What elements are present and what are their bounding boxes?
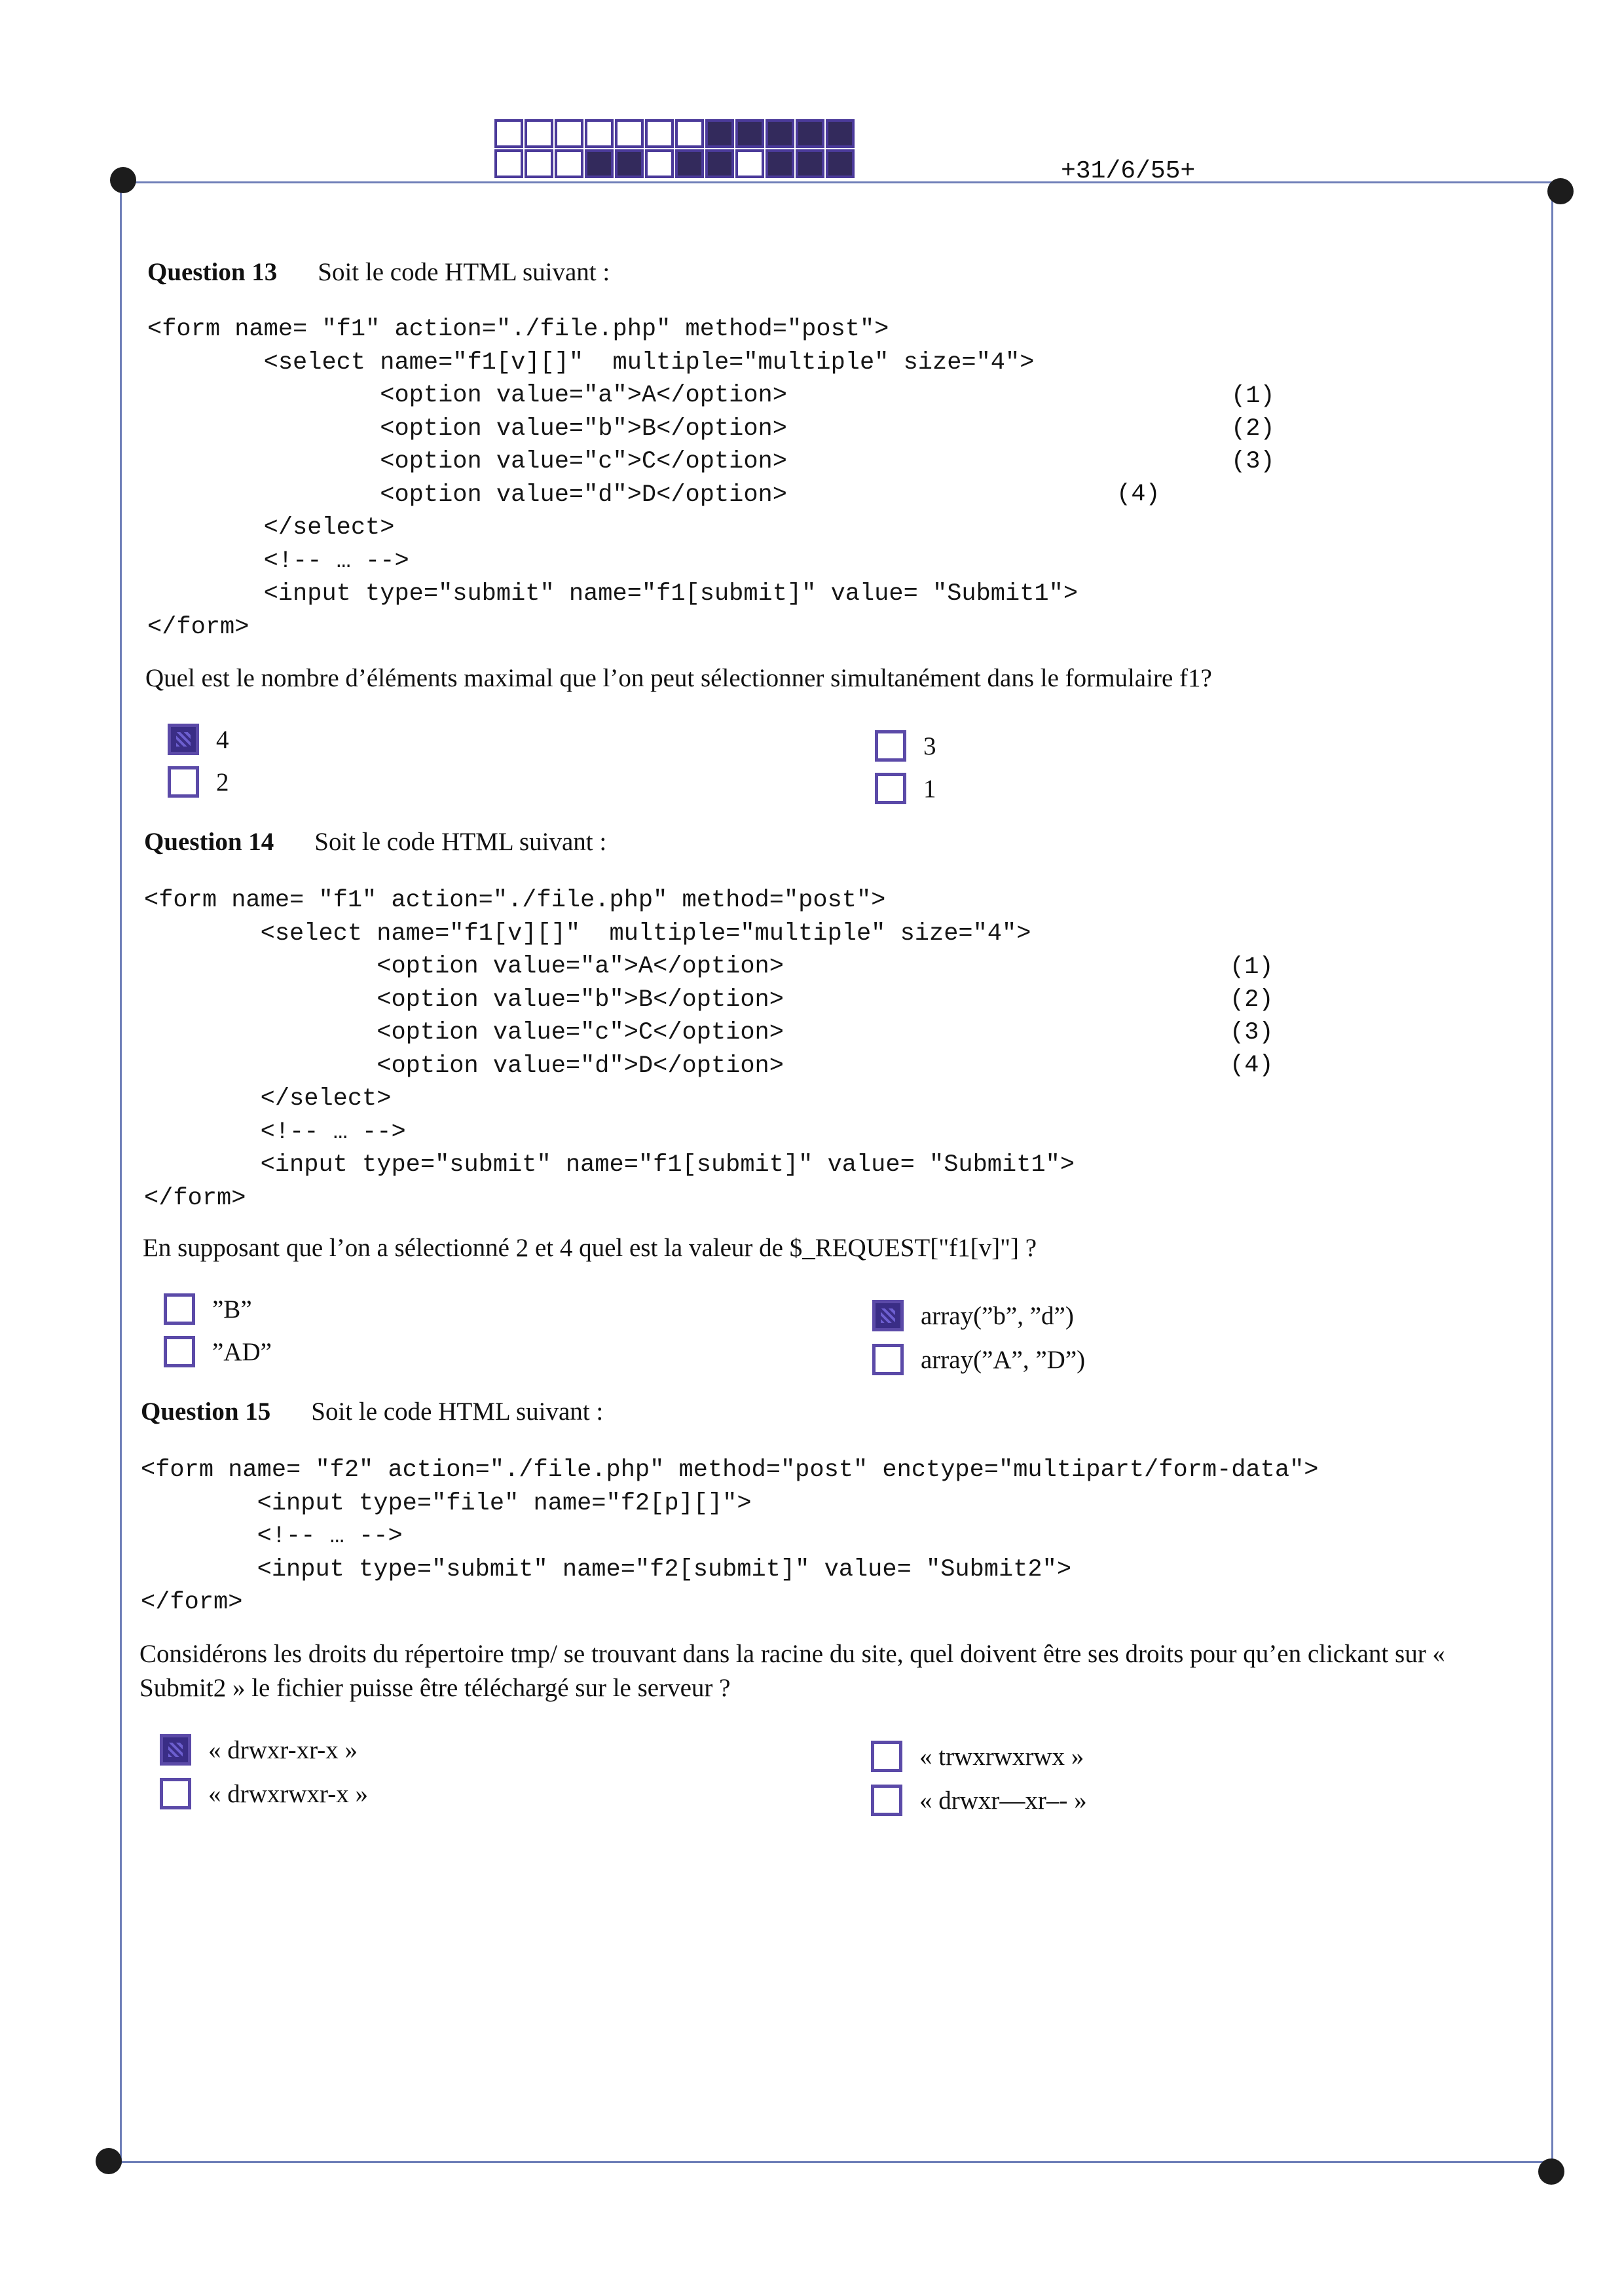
answer-option[interactable] <box>871 1785 1087 1816</box>
question-intro: Soit le code HTML suivant : <box>318 258 610 286</box>
answer-label: 3 <box>923 731 936 760</box>
code-line: </form> <box>147 613 249 641</box>
question-number: Question 13 <box>147 258 278 286</box>
corner-marker-top-left <box>110 167 136 193</box>
question-number: Question 14 <box>144 828 274 856</box>
code-line: <option value="b">B</option> <box>144 986 784 1014</box>
answer-option[interactable] <box>875 773 936 804</box>
question-header <box>147 257 610 287</box>
corner-marker-bottom-right <box>1538 2158 1564 2185</box>
question-header <box>144 827 606 857</box>
page-code-row <box>494 119 856 147</box>
frame-top-border <box>124 181 1559 183</box>
page-code-bit <box>705 119 734 148</box>
page-code-bit <box>494 149 523 178</box>
question-prompt: Quel est le nombre d’éléments maximal que l’on peut sélectionner simultanément dans le formulaire f1? <box>145 664 1212 692</box>
page-code-row <box>494 149 856 177</box>
answer-checkbox[interactable] <box>875 730 906 762</box>
corner-marker-bottom-left <box>96 2148 122 2174</box>
code-line: <form name= "f1" action="./file.php" method="post"> <box>147 316 889 343</box>
page-code-bit <box>796 119 824 148</box>
code-line: <select name="f1[v][]" multiple="multiple" size="4"> <box>147 348 1035 377</box>
page-code-bit <box>705 149 734 178</box>
question-number: Question 15 <box>141 1398 271 1426</box>
answer-option[interactable] <box>168 724 229 755</box>
answer-label: array(”A”, ”D”) <box>921 1345 1086 1374</box>
code-block <box>147 313 1078 644</box>
page-code-bit <box>525 149 553 178</box>
code-line: </select> <box>147 514 395 542</box>
answer-option[interactable] <box>875 730 936 762</box>
page-identifier: +31/6/55+ <box>1061 157 1196 185</box>
answer-option[interactable] <box>160 1734 358 1766</box>
page-code-bit <box>675 149 704 178</box>
option-marker: (1) <box>1231 382 1275 410</box>
page-code-bit <box>525 119 553 148</box>
question-prompt: Considérons les droits du répertoire tmp/ se trouvant dans la racine du site, quel doivent être ses droits pour qu’en clickant sur « Submit2 » le fichier puisse être téléchargé sur le serveur ? <box>139 1640 1445 1702</box>
option-marker: (3) <box>1230 1019 1274 1046</box>
answer-checkbox[interactable] <box>872 1344 904 1375</box>
code-line: </form> <box>141 1589 243 1616</box>
answer-label: « trwxrwxrwx » <box>919 1742 1084 1771</box>
option-marker: (2) <box>1230 986 1274 1014</box>
answer-option[interactable] <box>164 1336 272 1367</box>
answer-label: array(”b”, ”d”) <box>921 1301 1074 1330</box>
page-code-bit <box>615 119 644 148</box>
answer-label: « drwxr—xr–- » <box>919 1786 1087 1815</box>
answer-checkbox[interactable] <box>168 724 199 755</box>
answer-checkbox[interactable] <box>871 1785 902 1816</box>
answer-option[interactable] <box>872 1300 1074 1331</box>
answer-checkbox[interactable] <box>160 1734 191 1766</box>
page-code-bit <box>826 119 855 148</box>
page-code-bit <box>675 119 704 148</box>
answer-option[interactable] <box>871 1741 1084 1772</box>
answer-checkbox[interactable] <box>168 766 199 798</box>
code-line: <option value="c">C</option> <box>144 1019 784 1046</box>
page-code-bit <box>766 119 794 148</box>
page-code-bit <box>555 119 583 148</box>
code-line: <input type="submit" name="f1[submit]" value= "Submit1"> <box>144 1151 1075 1179</box>
page-code-bit <box>645 149 674 178</box>
code-line: <!-- … --> <box>144 1118 406 1146</box>
answer-option[interactable] <box>160 1778 368 1809</box>
code-line: <option value="d">D</option> <box>147 481 787 509</box>
question-header <box>141 1397 603 1426</box>
question-prompt: En supposant que l’on a sélectionné 2 et 4 quel est la valeur de $_REQUEST["f1[v]"] ? <box>143 1234 1037 1262</box>
answer-label: 4 <box>216 725 229 754</box>
frame-bottom-border <box>111 2161 1552 2163</box>
page-code-bit <box>796 149 824 178</box>
code-line: </select> <box>144 1085 392 1113</box>
page-code-bit <box>826 149 855 178</box>
page-code-bit <box>494 119 523 148</box>
answer-checkbox[interactable] <box>164 1293 195 1325</box>
frame-right-border <box>1551 190 1553 2164</box>
code-line: <option value="a">A</option> <box>144 953 784 980</box>
code-line: <form name= "f2" action="./file.php" method="post" enctype="multipart/form-data"> <box>141 1456 1319 1484</box>
code-line: <form name= "f1" action="./file.php" method="post"> <box>144 887 886 914</box>
code-block <box>141 1454 1319 1620</box>
option-marker: (4) <box>1230 1052 1274 1079</box>
code-block <box>144 884 1075 1215</box>
answer-label: ”B” <box>212 1295 252 1324</box>
answer-option[interactable] <box>872 1344 1085 1375</box>
code-line: <option value="a">A</option> <box>147 382 787 409</box>
page-code-bit <box>735 119 764 148</box>
page-code-bit <box>615 149 644 178</box>
corner-marker-top-right <box>1547 178 1574 204</box>
code-line: <input type="submit" name="f1[submit]" value= "Submit1"> <box>147 580 1079 608</box>
page-code-bit <box>645 119 674 148</box>
answer-checkbox[interactable] <box>164 1336 195 1367</box>
page-code-bit <box>585 119 614 148</box>
option-marker: (1) <box>1230 954 1274 981</box>
answer-label: 2 <box>216 768 229 796</box>
question-intro: Soit le code HTML suivant : <box>311 1398 604 1426</box>
option-marker: (4) <box>1116 481 1160 508</box>
option-marker: (3) <box>1231 448 1275 475</box>
code-line: <input type="file" name="f2[p][]"> <box>141 1489 752 1517</box>
option-marker: (2) <box>1231 415 1275 443</box>
answer-label: « drwxrwxr-x » <box>208 1779 368 1808</box>
code-line: <select name="f1[v][]" multiple="multiple" size="4"> <box>144 919 1031 948</box>
answer-option[interactable] <box>168 766 229 798</box>
page-code-bit <box>735 149 764 178</box>
code-line: <input type="submit" name="f2[submit]" value= "Submit2"> <box>141 1555 1072 1583</box>
answer-checkbox[interactable] <box>871 1741 902 1772</box>
answer-option[interactable] <box>164 1293 252 1325</box>
frame-left-border <box>120 183 122 2164</box>
code-line: <option value="d">D</option> <box>144 1052 784 1080</box>
answer-checkbox[interactable] <box>875 773 906 804</box>
answer-label: 1 <box>923 774 936 803</box>
question-intro: Soit le code HTML suivant : <box>314 828 607 856</box>
page-code-bit <box>555 149 583 178</box>
code-line: <!-- … --> <box>141 1523 403 1550</box>
code-line: <!-- … --> <box>147 547 409 575</box>
answer-label: ”AD” <box>212 1337 272 1366</box>
page-code-bit <box>766 149 794 178</box>
page-code-bit <box>585 149 614 178</box>
answer-checkbox[interactable] <box>160 1778 191 1809</box>
answer-label: « drwxr-xr-x » <box>208 1735 358 1764</box>
code-line: <option value="b">B</option> <box>147 415 787 443</box>
answer-checkbox[interactable] <box>872 1300 904 1331</box>
page-code-boxes <box>494 119 856 179</box>
code-line: </form> <box>144 1184 246 1212</box>
code-line: <option value="c">C</option> <box>147 448 787 475</box>
